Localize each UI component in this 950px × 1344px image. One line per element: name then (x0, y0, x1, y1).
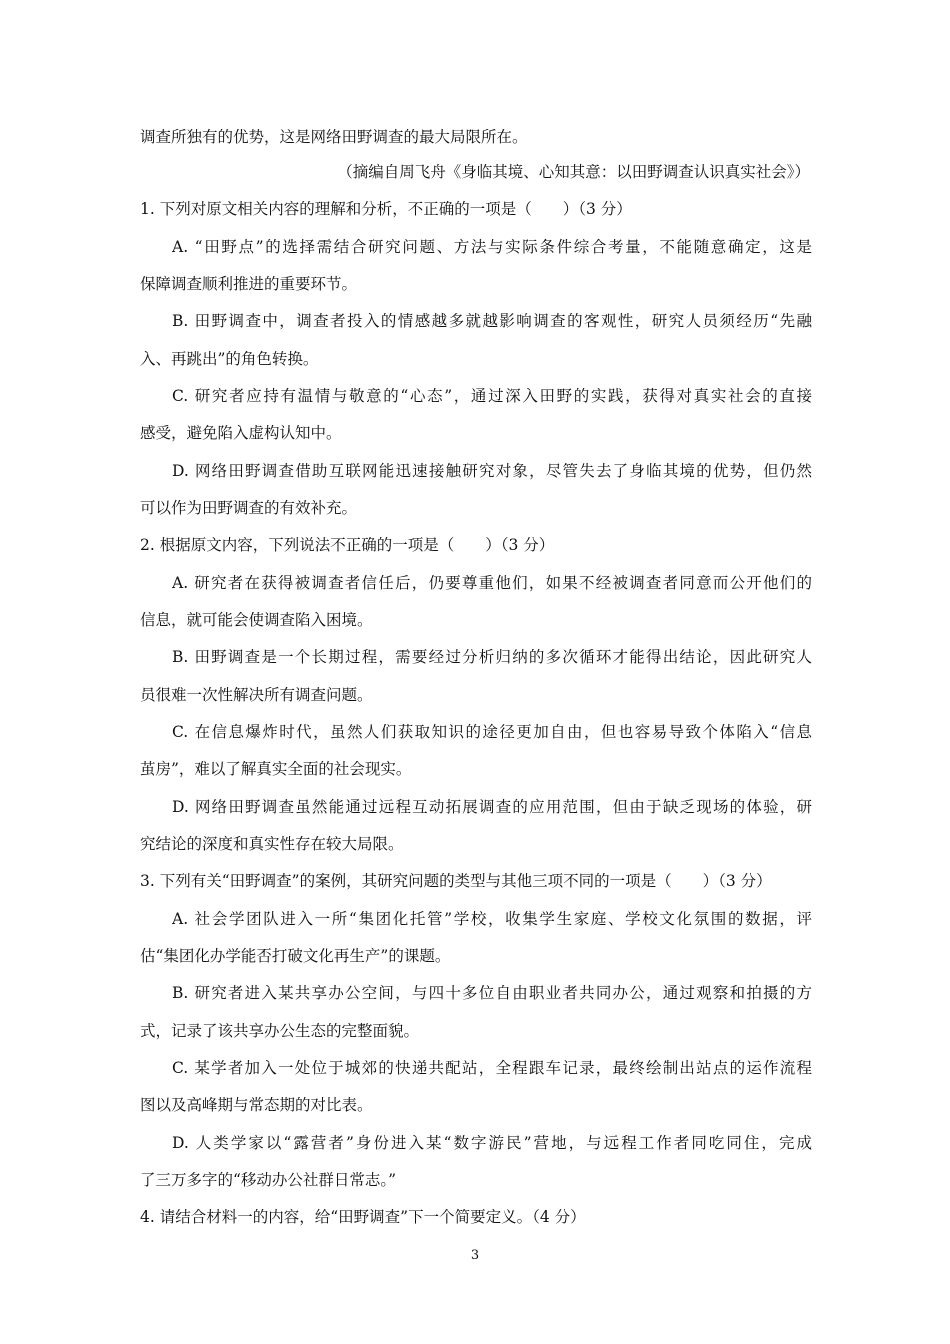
intro-line: 调查所独有的优势，这是网络田野调查的最大局限所在。 (140, 128, 528, 146)
option-line: 估“集团化办学能否打破文化再生产”的课题。 (140, 947, 451, 965)
option-line: 保障调查顺利推进的重要环节。 (140, 275, 358, 293)
option-line: C. 研究者应持有温情与敬意的“心态”，通过深入田野的实践，获得对真实社会的直接 (172, 387, 812, 405)
option-line: A. 社会学团队进入一所“集团化托管”学校，收集学生家庭、学校文化氛围的数据，评 (172, 910, 812, 928)
option-line: 可以作为田野调查的有效补充。 (140, 499, 358, 517)
option-line: 究结论的深度和真实性存在较大局限。 (140, 835, 404, 853)
option-line: 图以及高峰期与常态期的对比表。 (140, 1096, 373, 1114)
question-stem: 4. 请结合材料一的内容，给“田野调查”下一个简要定义。（4 分） (140, 1208, 586, 1226)
option-line: 茧房”，难以了解真实全面的社会现实。 (140, 760, 412, 778)
option-line: B. 田野调查中，调查者投入的情感越多就越影响调查的客观性，研究人员须经历“先融 (172, 312, 812, 330)
option-line: B. 研究者进入某共享办公空间，与四十多位自由职业者共同办公，通过观察和拍摄的方 (172, 984, 812, 1002)
option-line: D. 网络田野调查虽然能通过远程互动拓展调查的应用范围，但由于缺乏现场的体验，研 (172, 798, 812, 816)
question-stem: 2. 根据原文内容，下列说法不正确的一项是（ ）（3 分） (140, 536, 555, 554)
option-line: C. 某学者加入一处位于城郊的快递共配站，全程跟车记录，最终绘制出站点的运作流程 (172, 1059, 812, 1077)
question-stem: 3. 下列有关“田野调查”的案例，其研究问题的类型与其他三项不同的一项是（ ）（3 分） (140, 872, 772, 890)
option-line: 了三万多字的“移动办公社群日常志。” (140, 1171, 397, 1189)
option-line: 员很难一次性解决所有调查问题。 (140, 686, 373, 704)
option-line: C. 在信息爆炸时代，虽然人们获取知识的途径更加自由，但也容易导致个体陷入“信息 (172, 723, 812, 741)
source-citation: （摘编自周飞舟《身临其境、心知其意：以田野调查认识真实社会》） (337, 163, 810, 181)
page-number: 3 (470, 1248, 480, 1263)
option-line: D. 网络田野调查借助互联网能迅速接触研究对象，尽管失去了身临其境的优势，但仍然 (172, 462, 812, 480)
option-line: 入、再跳出”的角色转换。 (140, 350, 319, 368)
option-line: A. 研究者在获得被调查者信任后，仍要尊重他们，如果不经被调查者同意而公开他们的 (172, 574, 812, 592)
option-line: A. “田野点”的选择需结合研究问题、方法与实际条件综合考量，不能随意确定，这是 (172, 238, 812, 256)
option-line: B. 田野调查是一个长期过程，需要经过分析归纳的多次循环才能得出结论，因此研究人 (172, 648, 812, 666)
option-line: 信息，就可能会使调查陷入困境。 (140, 611, 373, 629)
option-line: D. 人类学家以“露营者”身份进入某“数字游民”营地，与远程工作者同吃同住，完成 (172, 1134, 812, 1152)
option-line: 感受，避免陷入虚构认知中。 (140, 424, 342, 442)
option-line: 式，记录了该共享办公生态的完整面貌。 (140, 1022, 420, 1040)
question-stem: 1. 下列对原文相关内容的理解和分析，不正确的一项是（ ）（3 分） (140, 200, 632, 218)
